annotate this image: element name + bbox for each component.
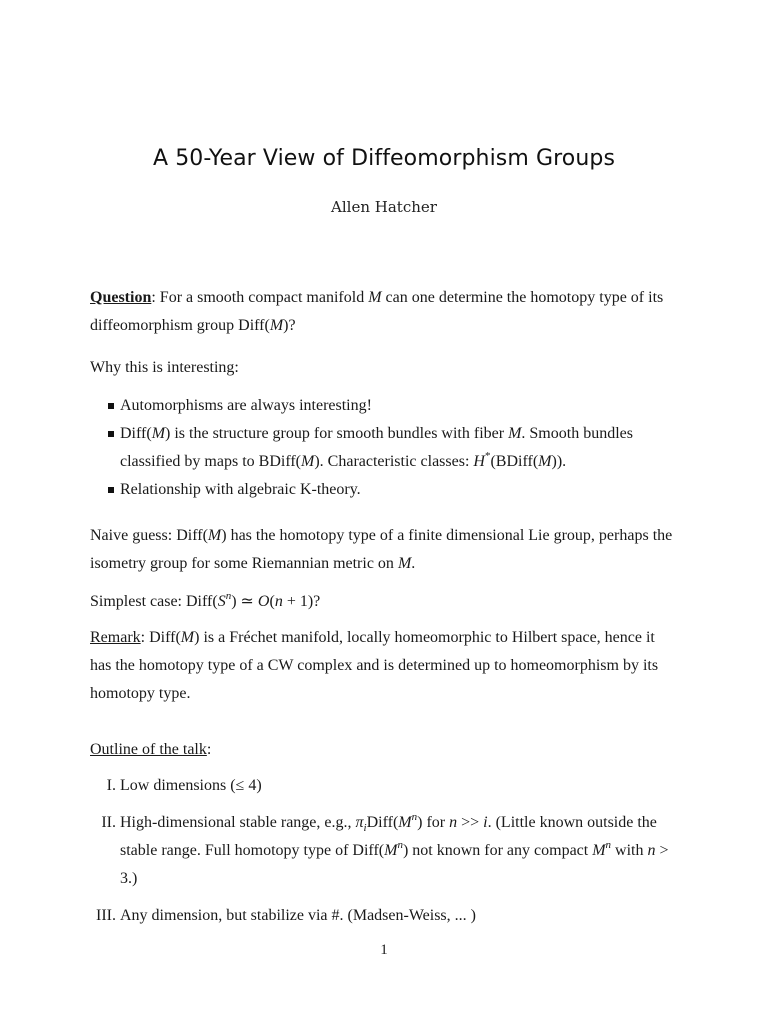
simplest-case-paragraph: Simplest case: $Diff(S^n)$ ≃ O(n + 1)? bbox=[90, 589, 321, 610]
question-paragraph: Question: For a smooth compact manifold M can one determine the homotopy type of its diffeomorphism group Diff(M)? bbox=[90, 289, 664, 334]
outline-item-low-dimensions: I. Low dimensions (≤ 4) bbox=[106, 777, 262, 794]
interest-bullet-list bbox=[90, 392, 680, 504]
outline-item-stable-range: II. High-dimensional stable range, e.g., $\pi_iDiff(M^n)$ for n >> i. (Little known outside the stable range. Full homotopy type of $Diff(M^n)$ not known for any compact $M^n$ with n > 3.) bbox=[101, 810, 669, 887]
why-interesting-heading: Why this is interesting: bbox=[90, 359, 239, 376]
bullet-automorphisms: Automorphisms are always interesting! bbox=[120, 392, 680, 420]
bullet-k-theory: Relationship with algebraic K-theory. bbox=[120, 476, 680, 504]
author-name: Allen Hatcher bbox=[331, 198, 437, 216]
remark-paragraph: Remark: Diff(M) is a Fréchet manifold, locally homeomorphic to Hilbert space, hence it has the homotopy type of a CW complex and is determined up to homeomorphism by its homotopy type. bbox=[90, 629, 659, 702]
bullet-structure-group: Diff(M) is the structure group for smooth bundles with fiber M. Smooth bundles classified by maps to BDiff(M). Characteristic classes: H*(BDiff(M)). bbox=[120, 420, 680, 476]
remark-label: Remark bbox=[90, 629, 141, 646]
paper-body bbox=[90, 284, 680, 939]
paper-title: A 50-Year View of Diffeomorphism Groups bbox=[152, 146, 616, 171]
question-label: Question bbox=[90, 289, 152, 306]
outline-list bbox=[90, 772, 680, 930]
page-number: 1 bbox=[380, 942, 388, 958]
outline-heading: Outline of the talk: bbox=[90, 741, 212, 758]
outline-item-any-dimension: III. Any dimension, but stabilize via #. (Madsen-Weiss, ... ) bbox=[96, 907, 476, 924]
naive-guess-paragraph: Naive guess: Diff(M) has the homotopy type of a finite dimensional Lie group, perhaps the isometry group for some Riemannian metric on M. bbox=[90, 527, 673, 572]
